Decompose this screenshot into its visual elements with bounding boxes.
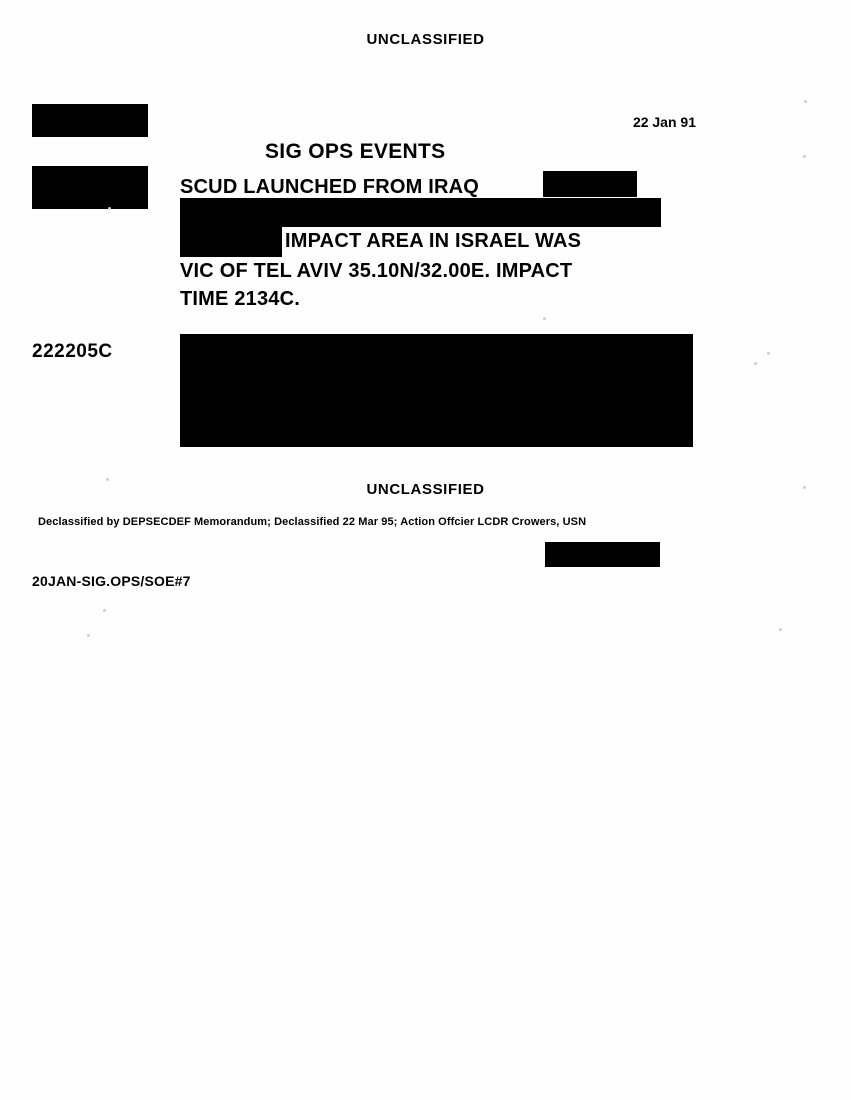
body-line-3: VIC OF TEL AVIV 35.10N/32.00E. IMPACT <box>180 260 573 282</box>
file-reference: 20JAN-SIG.OPS/SOE#7 <box>32 573 191 589</box>
redaction-body-indent <box>180 225 282 257</box>
body-line-4: TIME 2134C. <box>180 288 301 310</box>
classification-banner-bottom: UNCLASSIFIED <box>366 481 485 498</box>
scan-speck <box>108 207 111 210</box>
redaction-body-wide <box>180 198 661 227</box>
scan-speck <box>543 317 546 320</box>
redaction-header-left-lower <box>32 166 148 209</box>
body-line-2: IMPACT AREA IN ISRAEL WAS <box>285 230 582 252</box>
page-title: SIG OPS EVENTS <box>265 140 446 163</box>
scan-speck <box>767 352 770 355</box>
scan-speck <box>779 628 782 631</box>
scan-speck <box>803 155 806 158</box>
scan-speck <box>103 609 106 612</box>
redaction-large-block <box>180 334 693 447</box>
redaction-signature <box>545 542 660 567</box>
declassification-note: Declassified by DEPSECDEF Memorandum; Declassified 22 Mar 95; Action Offcier LCDR Crowers, USN <box>38 516 587 528</box>
body-line-1: SCUD LAUNCHED FROM IRAQ <box>180 176 480 198</box>
scan-speck <box>804 100 807 103</box>
event-time-stamp: 222205C <box>32 341 113 362</box>
redaction-after-iraq <box>543 171 637 197</box>
scan-speck <box>754 362 757 365</box>
document-date: 22 Jan 91 <box>632 114 696 130</box>
scan-speck <box>106 478 109 481</box>
redaction-header-top-left <box>32 104 148 137</box>
scan-speck <box>803 486 806 489</box>
classification-banner-top: UNCLASSIFIED <box>366 31 485 48</box>
scan-speck <box>87 634 90 637</box>
